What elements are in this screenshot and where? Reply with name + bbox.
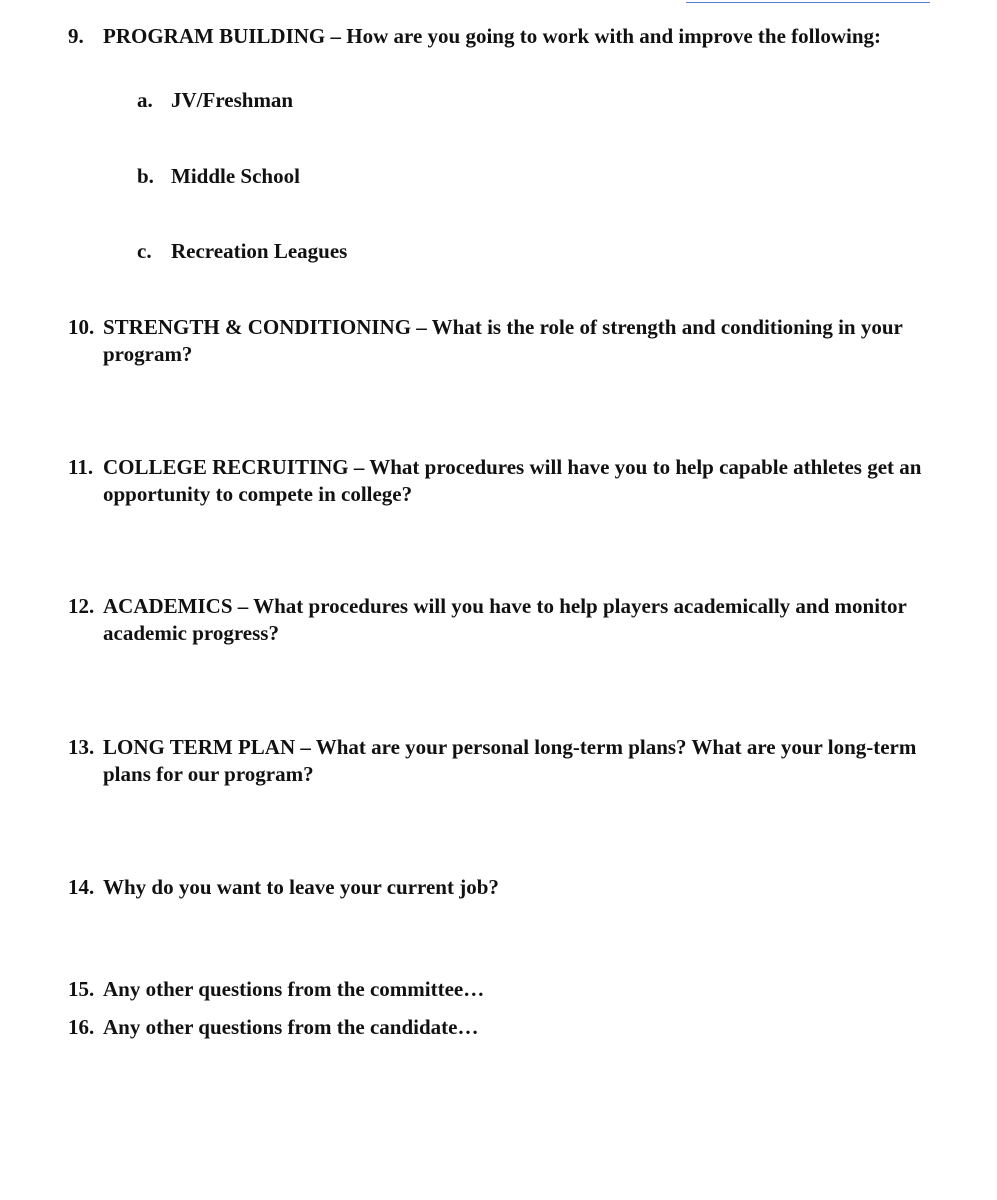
question-number: 11. — [68, 455, 94, 479]
question-9 — [68, 23, 938, 50]
question-text: PROGRAM BUILDING – How are you going to work with and improve the following: — [103, 24, 881, 48]
subitem-c — [137, 238, 837, 265]
question-15 — [68, 976, 938, 1003]
link-underline-fragment — [686, 0, 930, 3]
question-number: 9. — [68, 24, 84, 48]
question-text: COLLEGE RECRUITING – What procedures will have you to help capable athletes get an opportunity to compete in college? — [103, 455, 922, 506]
subitem-text: Middle School — [171, 164, 300, 188]
question-14 — [68, 874, 938, 901]
subitem-text: JV/Freshman — [171, 88, 294, 112]
question-10 — [68, 314, 938, 368]
question-text: STRENGTH & CONDITIONING – What is the role of strength and conditioning in your program? — [103, 315, 903, 366]
question-number: 13. — [68, 735, 95, 759]
question-text: Why do you want to leave your current job? — [103, 875, 499, 899]
question-number: 16. — [68, 1015, 95, 1039]
question-number: 10. — [68, 315, 95, 339]
subitem-letter: a. — [137, 88, 153, 112]
question-text: Any other questions from the candidate… — [103, 1015, 479, 1039]
subitem-letter: c. — [137, 239, 152, 263]
question-text: Any other questions from the committee… — [103, 977, 485, 1001]
question-number: 15. — [68, 977, 95, 1001]
question-text: LONG TERM PLAN – What are your personal long-term plans? What are your long-term plans for our program? — [103, 735, 917, 786]
question-16 — [68, 1014, 938, 1041]
subitem-a — [137, 87, 837, 114]
question-12 — [68, 593, 938, 647]
question-11 — [68, 454, 938, 508]
question-number: 14. — [68, 875, 95, 899]
subitem-b — [137, 163, 837, 190]
question-text: ACADEMICS – What procedures will you have to help players academically and monitor academic progress? — [103, 594, 907, 645]
question-13 — [68, 734, 938, 788]
question-number: 12. — [68, 594, 95, 618]
subitem-letter: b. — [137, 164, 154, 188]
subitem-text: Recreation Leagues — [171, 239, 348, 263]
